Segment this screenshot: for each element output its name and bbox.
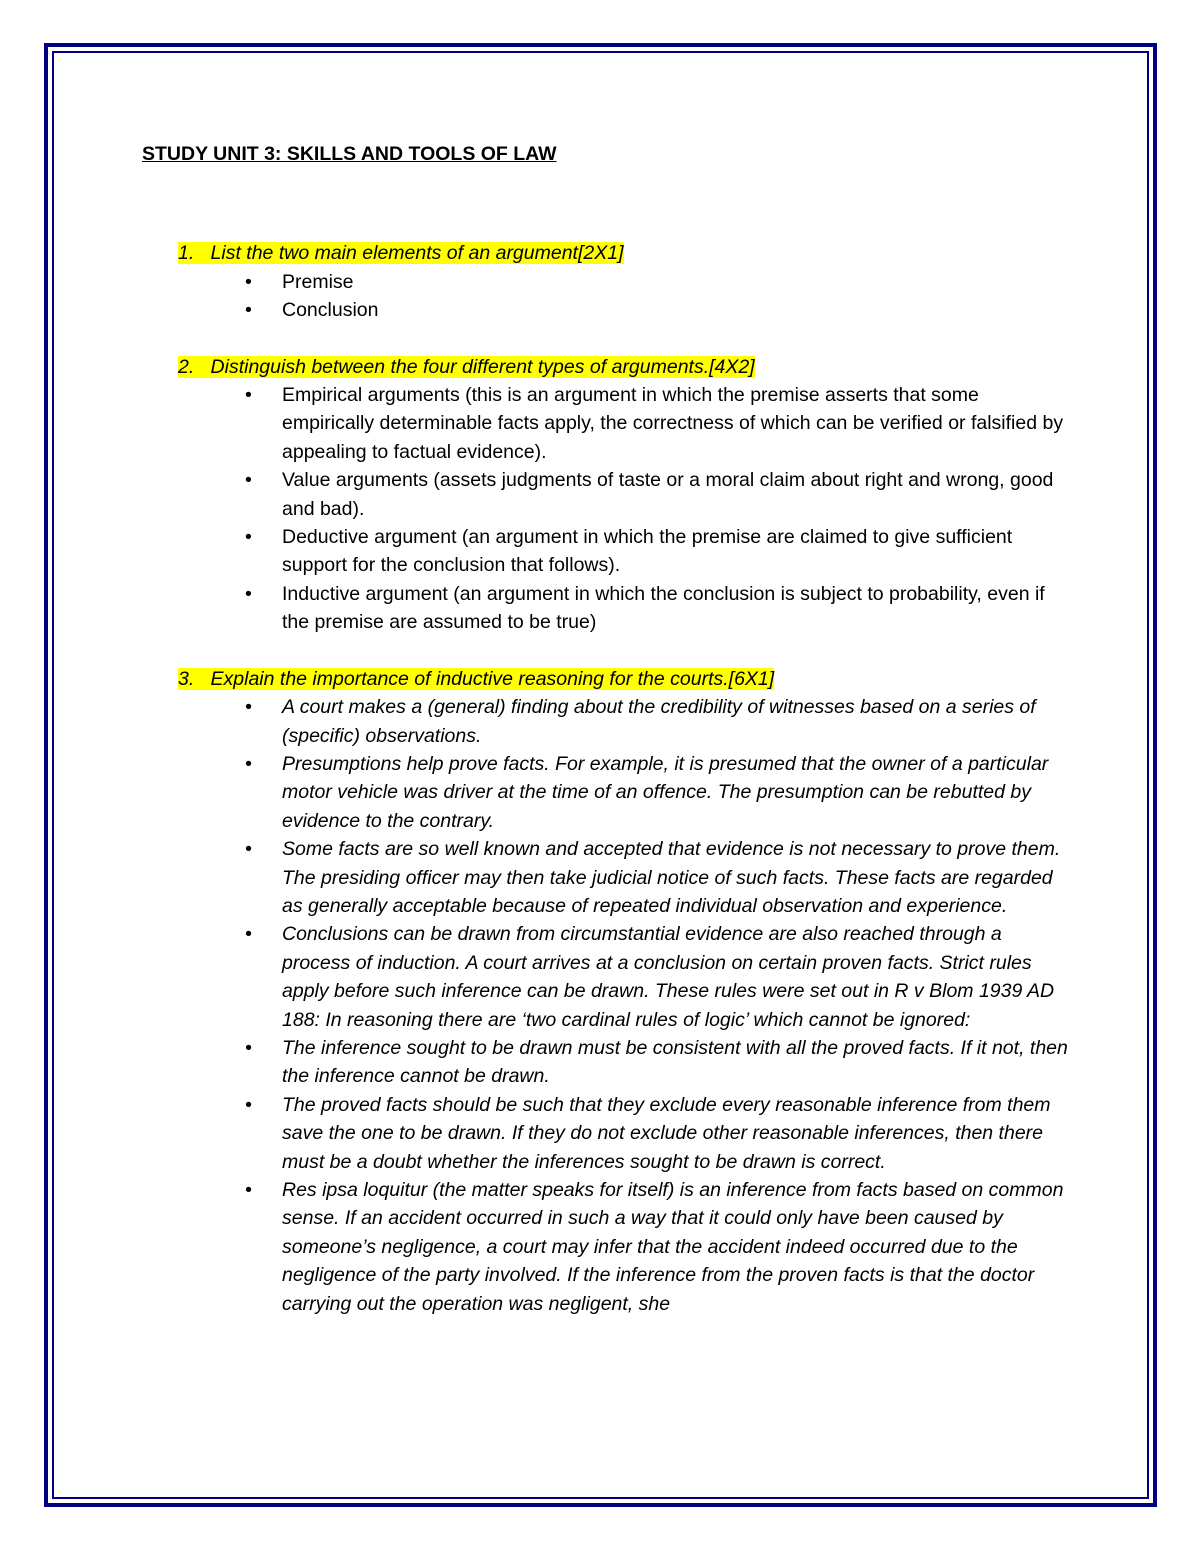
answer-text: Presumptions help prove facts. For example, it is presumed that the owner of a particular motor vehicle was driver at the time of an offence. The presumption can be rebutted by evidence to the contrary. [282, 752, 1049, 832]
answer-text: Premise [282, 270, 354, 293]
bullet-icon: • [245, 838, 252, 861]
question-1 [142, 239, 1072, 324]
bullet-icon: • [245, 1093, 252, 1116]
answer-list [142, 381, 1072, 637]
list-item [142, 381, 1072, 466]
list-item [142, 466, 1072, 523]
list-item [142, 750, 1072, 835]
list-item [142, 268, 1072, 296]
list-item [142, 1091, 1072, 1176]
question-heading [142, 239, 1072, 267]
bullet-icon: • [245, 923, 252, 946]
document-body [142, 140, 1072, 1318]
list-item [142, 296, 1072, 324]
question-text: List the two main elements of an argument[2X1] [210, 242, 624, 265]
answer-text: Some facts are so well known and accepted that evidence is not necessary to prove them. The presiding officer may then take judicial notice of such facts. These facts are regarded as generally acceptable because of repeated individual observation and experience. [282, 838, 1061, 917]
bullet-icon: • [245, 1036, 252, 1059]
bullet-icon: • [245, 1179, 252, 1201]
highlighted-heading [178, 356, 755, 378]
answer-list [142, 268, 1072, 325]
bullet-icon: • [245, 384, 252, 407]
answer-text: Conclusion [282, 299, 379, 322]
bullet-icon: • [245, 582, 252, 605]
question-heading [142, 665, 1072, 693]
list-item [142, 835, 1072, 920]
bullet-icon: • [245, 526, 252, 549]
bullet-icon: • [245, 469, 252, 492]
question-text: Explain the importance of inductive reasoning for the courts.[6X1] [210, 667, 775, 690]
bullet-icon: • [245, 270, 252, 293]
list-item [142, 580, 1072, 637]
answer-text: Inductive argument (an argument in which the conclusion is subject to probability, even if the premise are assumed to be true) [282, 582, 1045, 634]
answer-text: The proved facts should be such that they exclude every reasonable inference from them save the one to be drawn. If they do not exclude other reasonable inferences, then there must be a doubt whether the inferences sought to be drawn is correct. [282, 1093, 1051, 1173]
question-heading [142, 353, 1072, 381]
question-2 [142, 353, 1072, 637]
list-item [142, 1034, 1072, 1091]
question-number: 1. [178, 242, 195, 265]
answer-text: Value arguments (assets judgments of taste or a moral claim about right and wrong, good and bad). [282, 469, 1054, 520]
question-number: 3. [178, 667, 195, 690]
question-number: 2. [178, 355, 195, 378]
highlighted-heading [178, 668, 774, 690]
document-title: STUDY UNIT 3: SKILLS AND TOOLS OF LAW [142, 143, 557, 165]
answer-text: Empirical arguments (this is an argument in which the premise asserts that some empirically determinable facts apply, the correctness of which can be verified or falsified by appealing to factual evidence). [282, 384, 1064, 463]
bullet-icon: • [245, 696, 252, 719]
list-item [142, 1176, 1072, 1318]
list-item [142, 693, 1072, 750]
list-item [142, 523, 1072, 580]
answer-list [142, 693, 1072, 1318]
question-3 [142, 665, 1072, 1318]
answer-text: Res ipsa loquitur (the matter speaks for itself) is an inference from facts based on common sense. If an accident occurred in such a way that it could only have been caused by someone’s negligence, a court may infer that the accident indeed occurred due to the negligence of the party involved. If the inference from the proven facts is that the doctor carrying out the operation was negligent, she [282, 1179, 1064, 1315]
highlighted-heading [178, 242, 624, 264]
bullet-icon: • [245, 299, 252, 322]
bullet-icon: • [245, 752, 252, 775]
answer-text: The inference sought to be drawn must be consistent with all the proved facts. If it not, then the inference cannot be drawn. [282, 1036, 1068, 1088]
question-text: Distinguish between the four different types of arguments.[4X2] [210, 355, 755, 378]
answer-text: Conclusions can be drawn from circumstantial evidence are also reached through a process of induction. A court arrives at a conclusion on certain proven facts. Strict rules apply before such inference can be drawn. These rules were set out in R v Blom 1939 AD 188: In reasoning there are ‘two cardinal rules of logic’ which cannot be ignored: [282, 923, 1055, 1031]
answer-text: A court makes a (general) finding about the credibility of witnesses based on a series of (specific) observations. [282, 696, 1036, 747]
answer-text: Deductive argument (an argument in which the premise are claimed to give sufficient support for the conclusion that follows). [282, 526, 1013, 577]
list-item [142, 920, 1072, 1034]
